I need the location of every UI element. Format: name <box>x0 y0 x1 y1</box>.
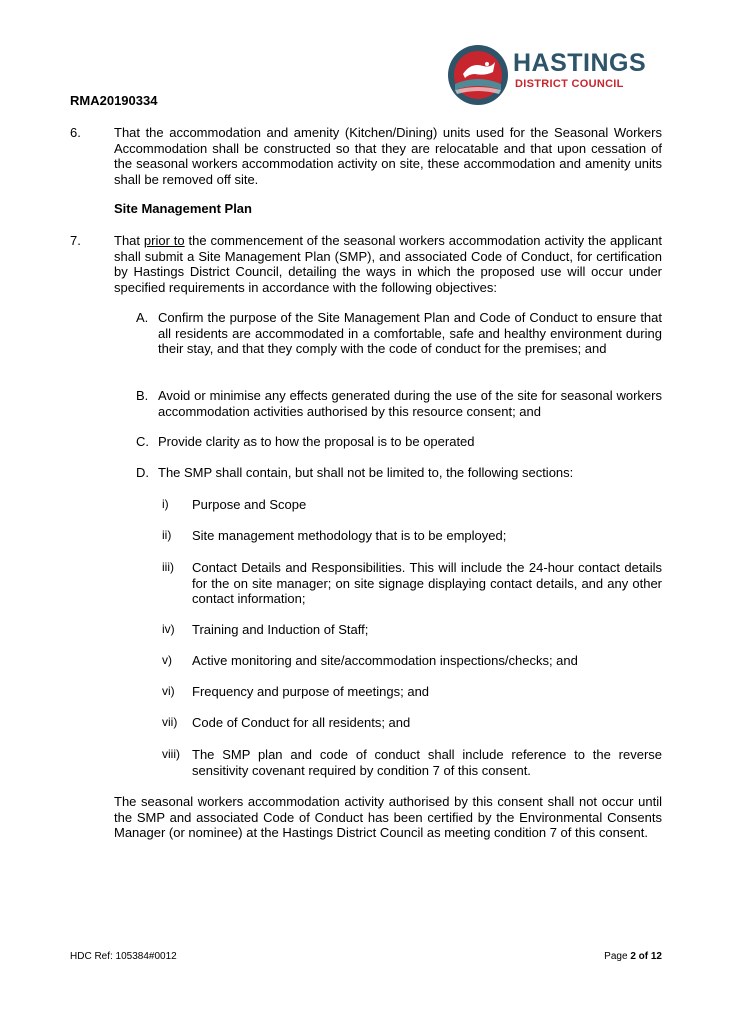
objective-letter: D. <box>136 465 149 480</box>
page-of: of <box>635 951 651 962</box>
page-current: 2 <box>630 951 636 962</box>
logo-subtitle: DISTRICT COUNCIL <box>515 78 624 90</box>
page-prefix: Page <box>604 951 631 962</box>
section-text: Training and Induction of Staff; <box>192 622 369 637</box>
consent-reference: RMA20190334 <box>70 93 158 108</box>
item-7-number: 7. <box>70 233 81 248</box>
objective-text: Avoid or minimise any effects generated during the use of the site for seasonal workers accommodation activities authorised by this resource consent; and <box>158 388 662 419</box>
hastings-emblem-icon <box>447 44 509 106</box>
section-numeral: i) <box>162 497 169 511</box>
section-numeral: vi) <box>162 684 175 698</box>
objective-letter: A. <box>136 310 149 325</box>
section-numeral: ii) <box>162 528 172 542</box>
section-numeral: v) <box>162 653 172 667</box>
item-6-number: 6. <box>70 125 81 140</box>
closing-paragraph: The seasonal workers accommodation activity authorised by this consent shall not occur until the SMP and associated Code of Conduct has been certified by the Environmental Consents Manager (or nominee) at the Hastings District Council as meeting condition 7 of this consent. <box>114 794 662 840</box>
item-6-text: That the accommodation and amenity (Kitchen/Dining) units used for the Seasonal Workers Accommodation shall be constructed so that they are relocatable and that upon cessation of the seasonal workers accommodation activity on site, these accommodation and amenity units shall be removed off site. <box>114 125 662 187</box>
page-number <box>604 951 662 962</box>
section-text: Contact Details and Responsibilities. This will include the 24-hour contact details for the on site manager; on site signage displaying contact details, and any other contact information; <box>192 560 662 606</box>
objective-text: Confirm the purpose of the Site Management Plan and Code of Conduct to ensure that all residents are accommodated in a comfortable, safe and healthy environment during their stay, and that they comply with the code of conduct for the premises; and <box>158 310 662 356</box>
section-text: Purpose and Scope <box>192 497 307 512</box>
section-text: Code of Conduct for all residents; and <box>192 715 411 730</box>
section-text: Site management methodology that is to be employed; <box>192 528 507 543</box>
section-numeral: iii) <box>162 560 174 574</box>
logo-wordmark: HASTINGS <box>513 49 647 77</box>
section-text: Active monitoring and site/accommodation inspections/checks; and <box>192 653 578 668</box>
item-7-text-underlined: prior to <box>143 233 185 248</box>
section-numeral: viii) <box>162 747 180 761</box>
page-total: 12 <box>650 951 662 962</box>
section-text: The SMP plan and code of conduct shall include reference to the reverse sensitivity covenant required by condition 7 of this consent. <box>192 747 662 778</box>
objective-text: Provide clarity as to how the proposal is to be operated <box>158 434 475 449</box>
footer-reference: HDC Ref: 105384#0012 <box>70 951 177 962</box>
item-7-text-after: the commencement of the seasonal workers accommodation activity the applicant shall submit a Site Management Plan (SMP), and associated Code of Conduct, for certification by Hastings District Council, detailing the ways in which the proposed use will occur under specified requirements in accordance with the following objectives: <box>114 233 662 295</box>
section-text: Frequency and purpose of meetings; and <box>192 684 430 699</box>
hastings-logo <box>447 44 659 106</box>
item-7-text-before: That <box>114 233 144 248</box>
objective-letter: C. <box>136 434 149 449</box>
item-7-text <box>114 233 662 295</box>
objective-text: The SMP shall contain, but shall not be limited to, the following sections: <box>158 465 574 480</box>
objective-letter: B. <box>136 388 149 403</box>
section-heading: Site Management Plan <box>114 201 252 216</box>
section-numeral: iv) <box>162 622 175 636</box>
section-numeral: vii) <box>162 715 178 729</box>
